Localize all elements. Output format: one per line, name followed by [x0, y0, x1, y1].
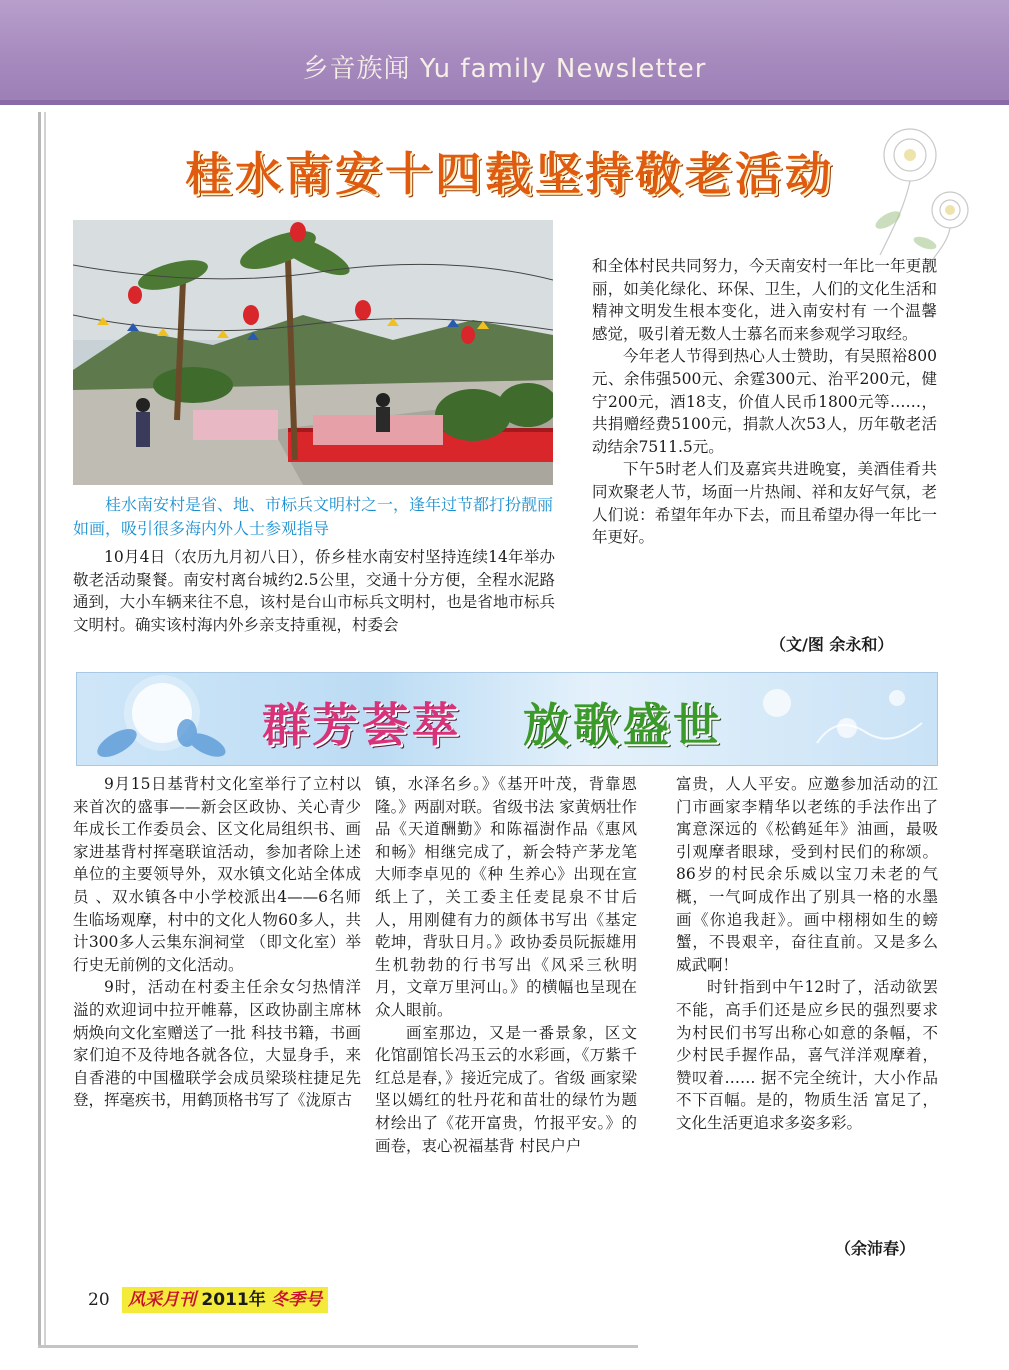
- article2-paragraph: 9月15日基背村文化室举行了立村以来首次的盛事——新会区政协、关心青少年成长工作委员会、区文化局组织书、画家进基背村挥毫联谊活动，参加者除上述单位的主要领导外，双水镇文化站全体成员 、双水镇各中小学校派出4——6名师生临场观摩，村中的文化人物60多人，共计300多人云集东涧祠堂 （即文化室）举行史无前例的文化活动。: [73, 775, 361, 974]
- section-banner: [76, 672, 938, 766]
- article2-column-3: [676, 773, 938, 1135]
- banner-title-right: 放歌盛世: [523, 698, 723, 752]
- article2-column-1: [73, 773, 361, 1112]
- article-title: 桂水南安十四载坚持敬老活动: [185, 147, 835, 201]
- left-border-rule: [38, 112, 41, 1347]
- article1-paragraph: 下午5时老人们及嘉宾共进晚宴，美酒佳肴共同欢聚老人节，场面一片热闹、祥和友好气氛，老人们说：希望年年办下去，而且希望办得一年比一年更好。: [592, 460, 937, 547]
- left-border-rule-inner: [44, 112, 46, 1347]
- footer-magazine-tag: [122, 1287, 328, 1313]
- issue-year: 2011年: [201, 1290, 266, 1310]
- article1-column-left: [73, 546, 555, 636]
- bottom-border-rule: [38, 1345, 638, 1348]
- magazine-name: 风采月刊: [128, 1290, 196, 1310]
- article2-paragraph: 镇，水泽名乡。》《基开叶茂，背靠恩隆。》两副对联。省级书法 家黄炳壮作品《天道酬勤》和陈福澍作品《惠风和畅》相继完成了，新会特产茅龙笔大师李卓见的《种 生养心》出现在宣纸上了，关工委主任麦昆泉不甘后人，用刚健有力的颜体书写出《基定乾坤，背驮日月。》政协委员阮振雄用生机勃勃的行书写出《风采三秋明月，文章万里河山。》的横幅也呈现在众人眼前。: [375, 775, 637, 1019]
- article2-credit: （余沛春）: [835, 1239, 916, 1258]
- header-title: 乡音族闻 Yu family Newsletter: [302, 54, 707, 84]
- article1-credit: （文/图 余永和）: [770, 635, 894, 654]
- photo-caption: 桂水南安村是省、地、市标兵文明村之一，逢年过节都打扮靓丽如画，吸引很多海内外人士参观指导: [73, 495, 554, 538]
- article2-paragraph: 时针指到中午12时了，活动欲罢不能，高手们还是应乡民的强烈要求为村民们书写出称心如意的条幅，不少村民手握作品，喜气洋洋观摩着，赞叹着…… 据不完全统计，大小作品不下百幅。是的，物质生活 富足了，文化生活更追求多姿多彩。: [676, 978, 938, 1132]
- article2-paragraph: 画室那边，又是一番景象，区文化馆副馆长冯玉云的水彩画，《万紫千红总是春，》接近完成了。省级 画家梁坚以嫣红的牡丹花和苗壮的绿竹为题材绘出了《花开富贵，竹报平安。》的画卷，衷心祝福基背 村民户户: [375, 1023, 637, 1155]
- banner-decoration-icon: [77, 673, 937, 765]
- article2-column-2: [375, 773, 637, 1157]
- village-photo: [73, 220, 553, 485]
- article1-paragraph: 和全体村民共同努力，今天南安村一年比一年更靓丽，如美化绿化、环保、卫生，人们的文化生活和精神文明发生根本变化，进入南安村有 一个温馨感觉，吸引着无数人士慕名而来参观学习取经。: [592, 257, 937, 343]
- article1-paragraph: 10月4日（农历九月初八日），侨乡桂水南安村坚持连续14年举办敬老活动聚餐。南安村离台城约2.5公里，交通十分方便，全程水泥路通到，大小车辆来往不息，该村是台山市标兵文明村，也是省地市标兵文明村。确实该村海内外乡亲支持重视，村委会: [73, 548, 555, 634]
- issue-season: 冬季号: [271, 1290, 323, 1310]
- article2-paragraph: 富贵，人人平安。应邀参加活动的江门市画家李精华以老练的手法作出了寓意深远的《松鹤延年》油画，最吸引观摩者眼球，受到村民们的称颂。86岁的村民余乐威以宝刀未老的气概，一气呵成作出了别具一格的水墨画《你追我赶》。画中栩栩如生的螃蟹，不畏艰辛，奋往直前。又是多么威武啊！: [676, 775, 938, 974]
- banner-title-left: 群芳荟萃: [262, 698, 462, 752]
- header-stripe: [0, 100, 1009, 105]
- article1-paragraph: 今年老人节得到热心人士赞助，有吴照裕800元、余伟强500元、余霆300元、治平200元，健宁200元，酒18支，价值人民币1800元等……，共捐赠经费5100元，捐款人次53人，历年敬老活动结余7511.5元。: [592, 347, 937, 456]
- article2-paragraph: 9时，活动在村委主任余女匀热情洋溢的欢迎词中拉开帷幕，区政协副主席林炳焕向文化室赠送了一批 科技书籍，书画家们迫不及待地各就各位，大显身手，来自香港的中国楹联学会成员梁琰柱捷足先登，挥毫疾书，用鹤顶格书写了《泷原古: [73, 978, 361, 1110]
- page-number: 20: [88, 1290, 110, 1310]
- article1-column-right: [592, 255, 937, 549]
